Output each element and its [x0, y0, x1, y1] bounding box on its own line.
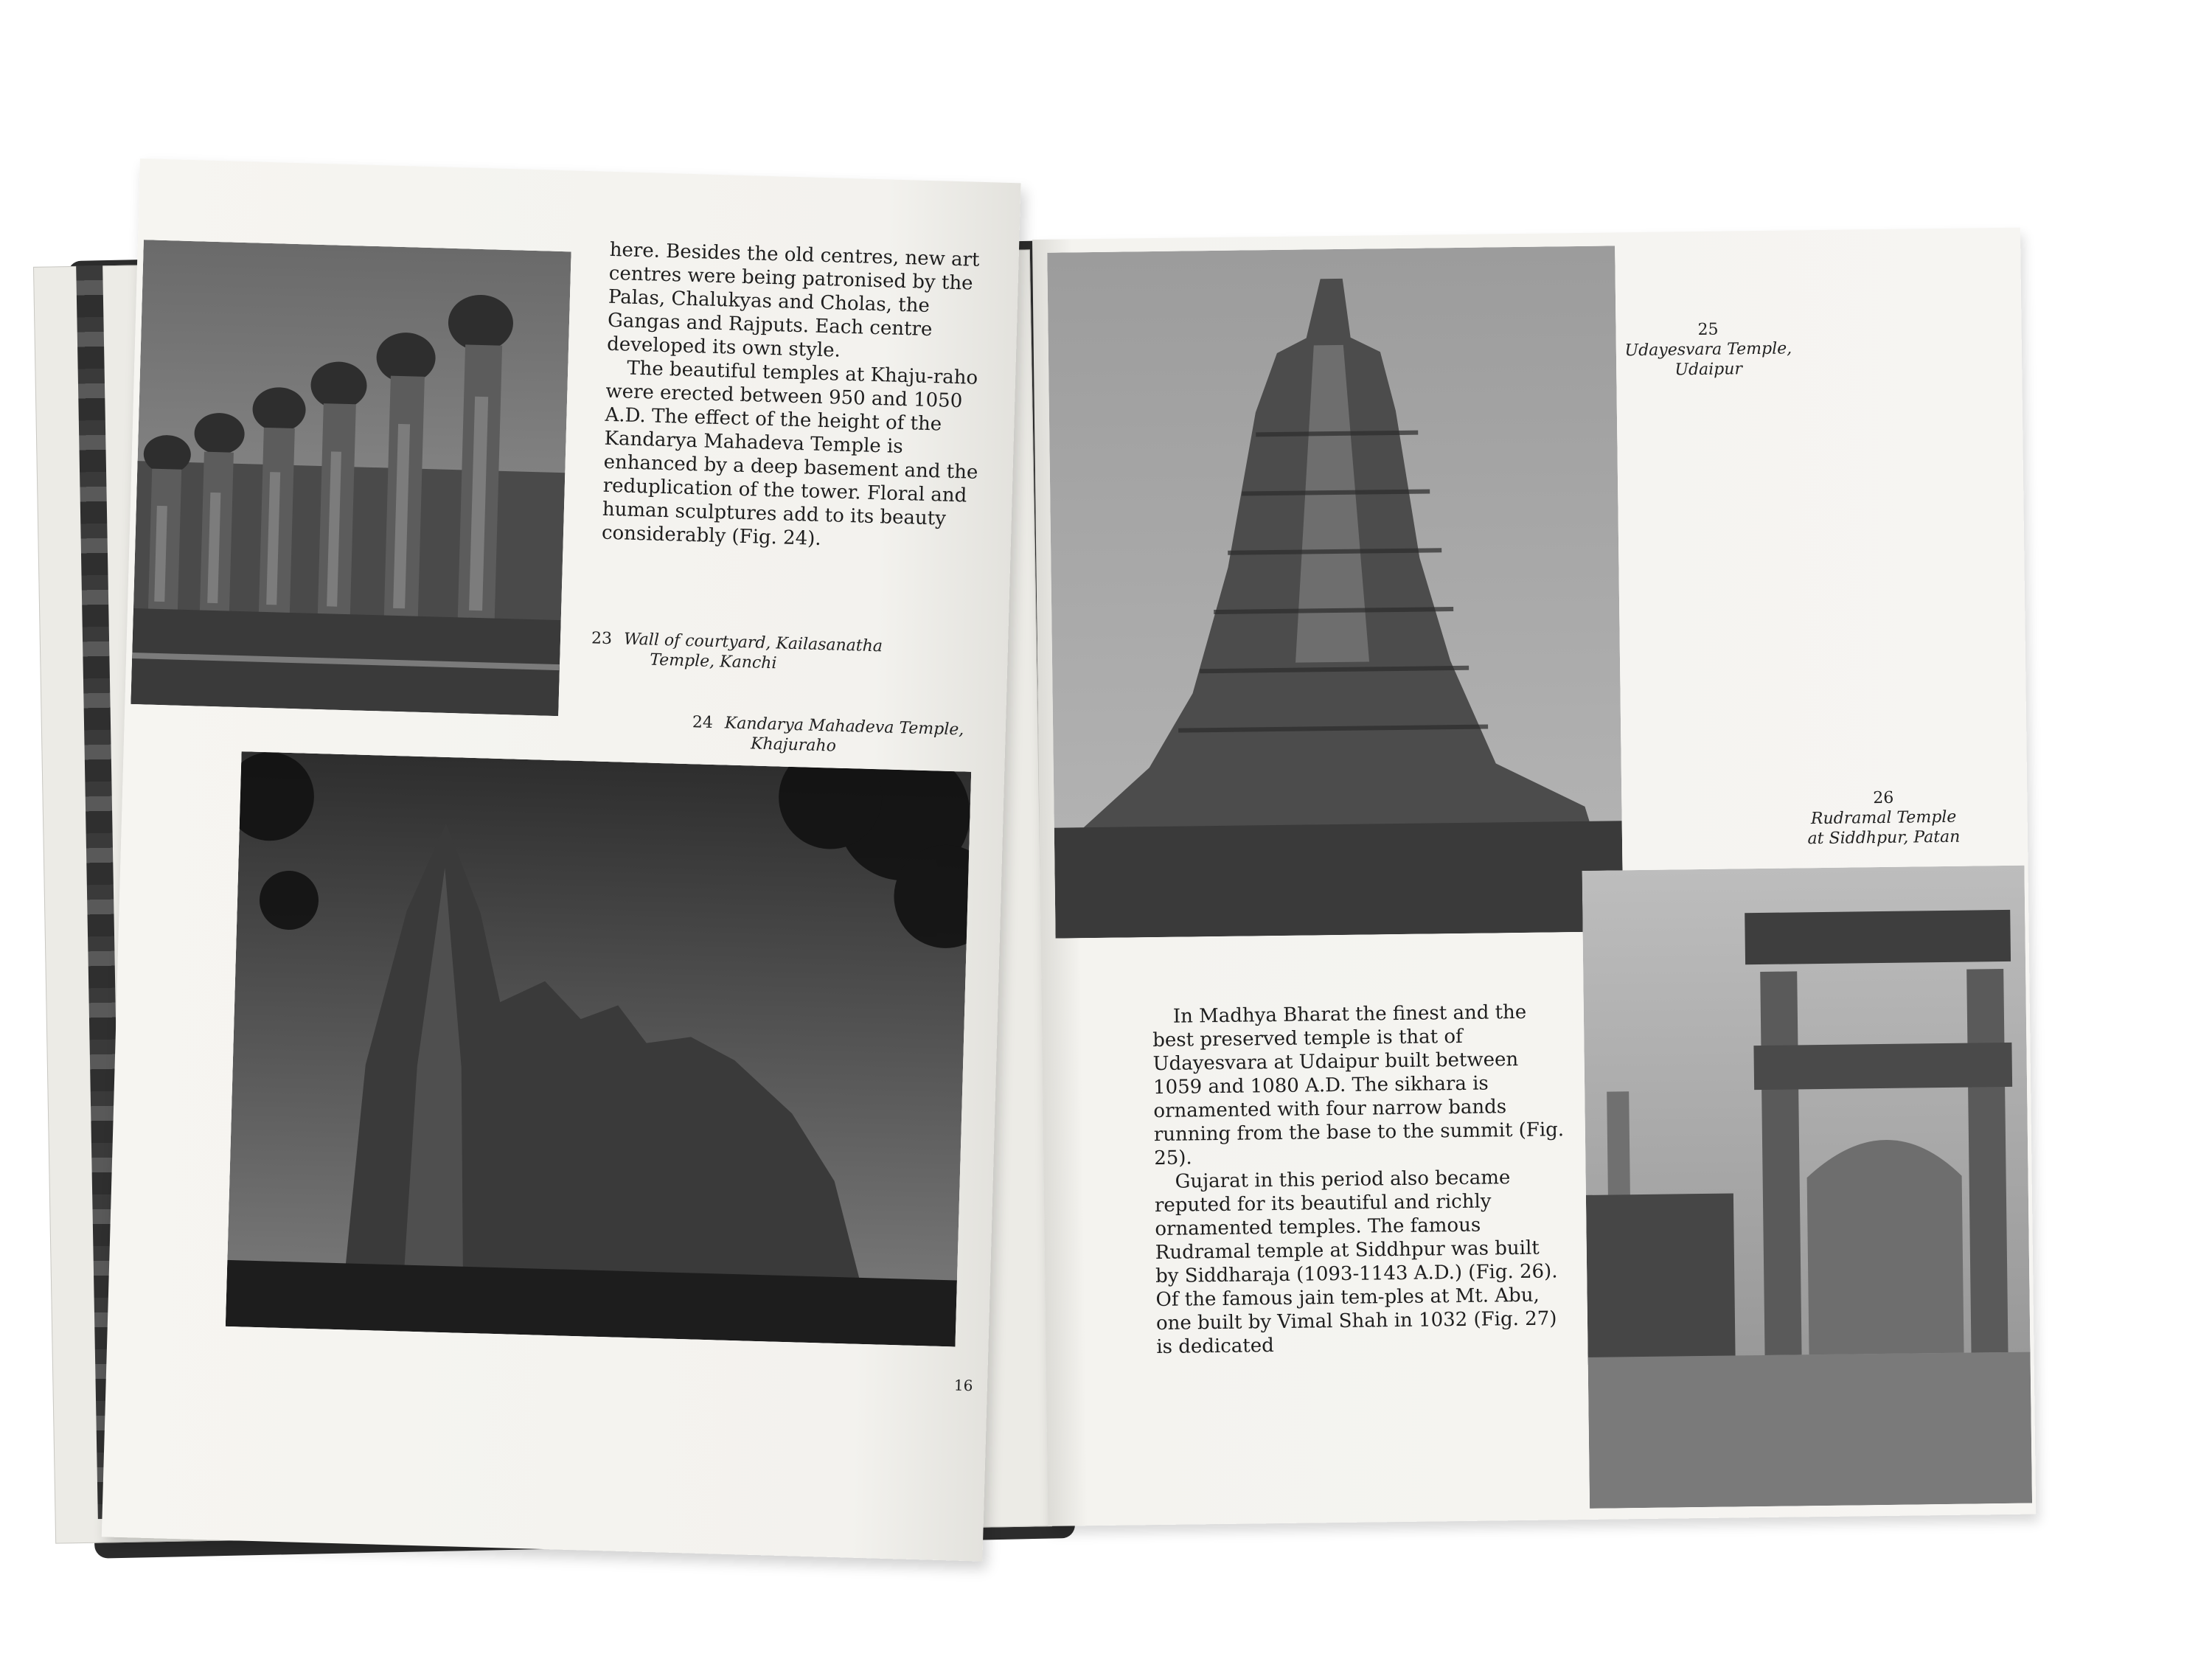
figure-23-caption-line2: Temple, Kanchi: [649, 650, 777, 673]
figure-25-caption-line2: Udaipur: [1674, 360, 1743, 380]
figure-26-caption-line2: at Siddhpur, Patan: [1807, 827, 1961, 849]
paragraph-4: Gujarat in this period also became reputed for its beautiful and richly ornamented temples. The famous Rudramal temple at Siddhpur was built by Siddharaja (1093-1143 A.D.) (Fig. 26). Of the famous jain tem-ples at Mt. Abu, one built by Vimal Shah in 1032 (Fig. 27) is dedicated: [1154, 1166, 1558, 1359]
paragraph-2: The beautiful temples at Khaju-raho were erected between 950 and 1050 A.D. The effect of the height of the Kandarya Mahadeva Temple is enhanced by a deep basement and the reduplication of the tower. Floral and human sculptures add to its beauty considerably (Fig. 24).: [601, 357, 978, 550]
figure-23-number: 23: [591, 629, 613, 649]
udayesvara-temple-image: [1047, 246, 1623, 938]
left-page: [102, 159, 1021, 1562]
courtyard-wall-image: [131, 240, 571, 716]
figure-24-caption: [692, 712, 995, 760]
figure-24-caption-line1: Kandarya Mahadeva Temple,: [724, 714, 964, 740]
figure-24-caption-line2: Khajuraho: [750, 734, 837, 756]
figure-25-photo: [1047, 246, 1623, 938]
figure-26-caption: [1784, 787, 1983, 849]
figure-26-caption-line1: Rudramal Temple: [1810, 807, 1957, 829]
figure-23-photo: [131, 240, 571, 716]
figure-25-caption: [1615, 319, 1801, 380]
right-page: [1032, 228, 2036, 1526]
rudramal-temple-image: [1582, 866, 2033, 1509]
figure-24-photo: [226, 751, 971, 1346]
paragraph-1: here. Besides the old centres, new art centres were being patronised by the Palas, Chalukyas and Cholas, the Gangas and Rajputs. Each centre developed its own style.: [606, 238, 980, 362]
figure-25-caption-line1: Udayesvara Temple,: [1624, 339, 1792, 361]
figure-26-number: 26: [1873, 788, 1894, 808]
figure-25-number: 25: [1697, 320, 1719, 339]
figure-23-caption-line1: Wall of courtyard, Kailasanatha: [623, 630, 883, 656]
figure-23-caption: [591, 628, 990, 679]
paragraph-3: In Madhya Bharat the finest and the best preserved temple is that of Udayesvara at Udaipur built between 1059 and 1080 A.D. The sikhara is ornamented with four narrow bands running from the base to the summit (Fig. 25).: [1152, 1001, 1565, 1170]
figure-24-number: 24: [692, 713, 714, 732]
left-column-text: [602, 238, 997, 555]
figure-26-photo: [1582, 866, 2033, 1509]
right-column-text: [1152, 1000, 1570, 1359]
page-number: 16: [953, 1376, 973, 1395]
kandarya-temple-image: [226, 751, 971, 1346]
